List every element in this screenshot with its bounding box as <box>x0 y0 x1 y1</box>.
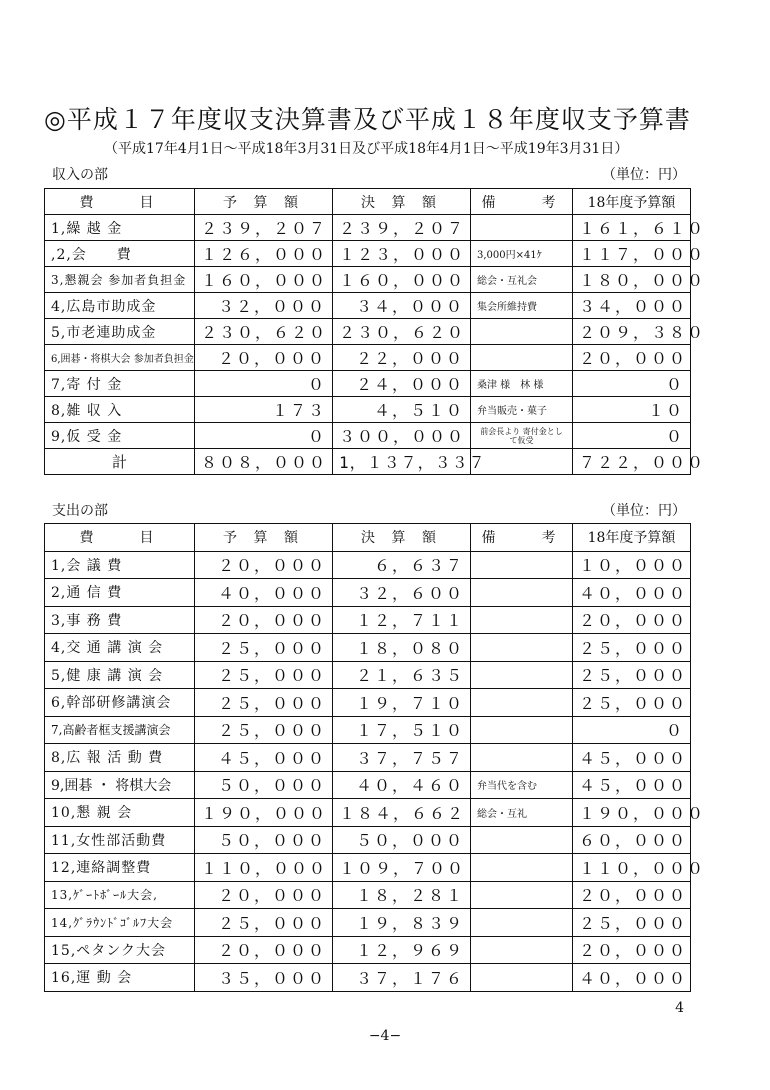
row-actual: ２２，０００ <box>333 345 471 371</box>
row-item: 4,広島市助成金 <box>45 293 195 319</box>
table-row <box>45 267 691 293</box>
row-budget: ８０８，０００ <box>195 449 333 475</box>
header-budget: 予 算 額 <box>195 524 333 552</box>
row-actual: １０９，７００ <box>333 854 471 882</box>
row-note <box>471 716 573 744</box>
row-actual: １８，２８１ <box>333 881 471 909</box>
row-item: 9,仮 受 金 <box>45 423 195 449</box>
row-actual: １９，８３９ <box>333 909 471 937</box>
row-actual: １８４，６６２ <box>333 799 471 827</box>
row-budget: ２５，０００ <box>195 716 333 744</box>
header-note: 備 考 <box>471 189 573 215</box>
row-item: 1,繰 越 金 <box>45 215 195 241</box>
row-next: ２５，０００ <box>573 661 691 689</box>
header-actual: 決 算 額 <box>333 189 471 215</box>
row-item: 2,通 信 費 <box>45 579 195 607</box>
row-next: ２５，０００ <box>573 634 691 662</box>
row-actual: １７，５１０ <box>333 716 471 744</box>
table-row <box>45 716 691 744</box>
table-row <box>45 579 691 607</box>
row-next: １９０，０００ <box>573 799 691 827</box>
row-note <box>471 634 573 662</box>
row-note: 弁当代を含む <box>471 771 573 799</box>
row-note <box>471 319 573 345</box>
row-budget: ２０，０００ <box>195 936 333 964</box>
page-number: 4 <box>675 1000 684 1016</box>
row-actual: ２１，６３５ <box>333 661 471 689</box>
expense-section-label: 支出の部 <box>52 503 108 519</box>
row-budget: １１０，０００ <box>195 854 333 882</box>
row-next: １０ <box>573 397 691 423</box>
row-budget: １２６，０００ <box>195 241 333 267</box>
row-next: １１７，０００ <box>573 241 691 267</box>
row-note <box>471 881 573 909</box>
row-note: 3,000円×41ｹ <box>471 241 573 267</box>
row-item: 計 <box>45 449 195 475</box>
row-item: 12,連絡調整費 <box>45 854 195 882</box>
row-actual: １２，９６９ <box>333 936 471 964</box>
row-item: 9,囲碁 ・ 将棋大会 <box>45 771 195 799</box>
header-next-budget: 18年度予算額 <box>573 524 691 552</box>
row-budget: ２０，０００ <box>195 881 333 909</box>
row-next: ３４，０００ <box>573 293 691 319</box>
row-budget: ２５，０００ <box>195 634 333 662</box>
row-budget: ５０，０００ <box>195 826 333 854</box>
row-budget: ３２，０００ <box>195 293 333 319</box>
row-item: 7,寄 付 金 <box>45 371 195 397</box>
row-item: 3,懇親会 参加者負担金 <box>45 267 195 293</box>
table-row <box>45 771 691 799</box>
row-next: ４０，０００ <box>573 964 691 992</box>
row-actual: ４０，４６０ <box>333 771 471 799</box>
row-note <box>471 854 573 882</box>
row-item: 14,ｸﾞﾗｳﾝﾄﾞｺﾞﾙﾌ大会 <box>45 909 195 937</box>
row-next: １８０，０００ <box>573 267 691 293</box>
row-next: ０ <box>573 423 691 449</box>
table-row <box>45 881 691 909</box>
row-budget: ０ <box>195 371 333 397</box>
row-next: ２０，０００ <box>573 345 691 371</box>
row-note <box>471 579 573 607</box>
row-note <box>471 689 573 717</box>
row-budget: ２０，０００ <box>195 606 333 634</box>
expense-header-row <box>45 524 691 552</box>
table-row <box>45 661 691 689</box>
header-budget: 予 算 額 <box>195 189 333 215</box>
row-item: 6,幹部研修講演会 <box>45 689 195 717</box>
table-row <box>45 215 691 241</box>
row-budget: ４５，０００ <box>195 744 333 772</box>
row-budget: ２３９，２０７ <box>195 215 333 241</box>
table-row <box>45 241 691 267</box>
total-row <box>45 449 691 475</box>
table-row <box>45 551 691 579</box>
row-budget: ３５，０００ <box>195 964 333 992</box>
row-budget: ２５，０００ <box>195 661 333 689</box>
row-next: ２０，０００ <box>573 606 691 634</box>
row-next: ２５，０００ <box>573 689 691 717</box>
row-budget: ２５，０００ <box>195 689 333 717</box>
row-next: ２０９，３８０ <box>573 319 691 345</box>
period-subtitle: （平成17年4月1日〜平成18年3月31日及び平成18年4月1日〜平成19年3月31日） <box>104 141 629 157</box>
row-note <box>471 744 573 772</box>
table-row <box>45 606 691 634</box>
row-budget: １６０，０００ <box>195 267 333 293</box>
row-actual: 1，１３７，３３７ <box>333 449 471 475</box>
expense-table <box>44 523 706 992</box>
row-note <box>471 826 573 854</box>
table-row <box>45 345 691 371</box>
row-actual: １８，０８０ <box>333 634 471 662</box>
row-next: ４５，０００ <box>573 744 691 772</box>
row-item: 7,高齢者框支援講演会 <box>45 716 195 744</box>
row-actual: ３７，１７６ <box>333 964 471 992</box>
row-note <box>471 551 573 579</box>
row-note: 集会所維持費 <box>471 293 573 319</box>
row-next: ２０，０００ <box>573 881 691 909</box>
row-next: ７２２，０００ <box>573 449 691 475</box>
table-row <box>45 371 691 397</box>
row-item: 6,囲碁・将棋大会 参加者負担金 <box>45 345 195 371</box>
row-actual: １２，７１１ <box>333 606 471 634</box>
row-item: 4,交 通 講 演 会 <box>45 634 195 662</box>
row-actual: ４，５１０ <box>333 397 471 423</box>
row-note: 弁当販売・菓子 <box>471 397 573 423</box>
row-budget: ０ <box>195 423 333 449</box>
row-note <box>471 964 573 992</box>
page-footer: −4− <box>368 1028 402 1044</box>
row-next: ０ <box>573 716 691 744</box>
row-actual: ２３０，６２０ <box>333 319 471 345</box>
row-next: １６１，６１０ <box>573 215 691 241</box>
row-item: 11,女性部活動費 <box>45 826 195 854</box>
row-actual: ５０，０００ <box>333 826 471 854</box>
expense-unit-label: （単位：円） <box>602 503 686 519</box>
header-item: 費 目 <box>45 189 195 215</box>
income-unit-label: （単位：円） <box>602 167 686 183</box>
table-row <box>45 936 691 964</box>
row-actual: １６０，０００ <box>333 267 471 293</box>
header-note: 備 考 <box>471 524 573 552</box>
table-row <box>45 964 691 992</box>
row-budget: ４０，０００ <box>195 579 333 607</box>
row-note: 総会・互礼会 <box>471 267 573 293</box>
row-item: 1,会 議 費 <box>45 551 195 579</box>
row-next: ２５，０００ <box>573 909 691 937</box>
row-item: 8,雑 収 入 <box>45 397 195 423</box>
page-title: ◎平成１７年度収支決算書及び平成１８年度収支予算書 <box>44 105 691 134</box>
row-item: 16,運 動 会 <box>45 964 195 992</box>
row-budget: １９０，０００ <box>195 799 333 827</box>
row-budget: ２０，０００ <box>195 551 333 579</box>
table-row <box>45 423 691 449</box>
income-section-label: 収入の部 <box>52 167 108 183</box>
row-budget: ５０，０００ <box>195 771 333 799</box>
table-row <box>45 826 691 854</box>
table-row <box>45 909 691 937</box>
row-actual: １２３，０００ <box>333 241 471 267</box>
row-note <box>471 936 573 964</box>
row-next: １０，０００ <box>573 551 691 579</box>
table-row <box>45 319 691 345</box>
row-budget: １７３ <box>195 397 333 423</box>
income-header-row <box>45 189 691 215</box>
table-row <box>45 293 691 319</box>
row-next: ６０，０００ <box>573 826 691 854</box>
table-row <box>45 689 691 717</box>
row-actual: ３７，７５７ <box>333 744 471 772</box>
row-item: 15,ペタンク大会 <box>45 936 195 964</box>
header-next-budget: 18年度予算額 <box>573 189 691 215</box>
row-item: 10,懇 親 会 <box>45 799 195 827</box>
row-next: ２０，０００ <box>573 936 691 964</box>
row-item: 13,ｹﾞｰﾄﾎﾞｰﾙ大会, <box>45 881 195 909</box>
row-budget: ２３０，６２０ <box>195 319 333 345</box>
table-row <box>45 799 691 827</box>
table-row <box>45 744 691 772</box>
row-actual: ６，６３７ <box>333 551 471 579</box>
row-next: ４５，０００ <box>573 771 691 799</box>
row-note: 桑津 様 林 様 <box>471 371 573 397</box>
row-item: 5,健 康 講 演 会 <box>45 661 195 689</box>
row-note <box>471 661 573 689</box>
row-actual: ２３９，２０７ <box>333 215 471 241</box>
row-budget: ２０，０００ <box>195 345 333 371</box>
row-actual: ２４，０００ <box>333 371 471 397</box>
table-row <box>45 854 691 882</box>
row-actual: ３２，６００ <box>333 579 471 607</box>
row-note <box>471 449 573 475</box>
row-budget: ２５，０００ <box>195 909 333 937</box>
row-note <box>471 215 573 241</box>
row-note: 前会長より 寄付金として仮受 <box>471 423 573 449</box>
row-note <box>471 606 573 634</box>
table-row <box>45 397 691 423</box>
row-actual: ３４，０００ <box>333 293 471 319</box>
row-note: 総会・互礼 <box>471 799 573 827</box>
table-row <box>45 634 691 662</box>
row-item: 3,事 務 費 <box>45 606 195 634</box>
row-note <box>471 345 573 371</box>
header-item: 費 目 <box>45 524 195 552</box>
header-actual: 決 算 額 <box>333 524 471 552</box>
row-item: 5,市老連助成金 <box>45 319 195 345</box>
row-item: 8,広 報 活 動 費 <box>45 744 195 772</box>
row-next: ４０，０００ <box>573 579 691 607</box>
row-actual: ３００，０００ <box>333 423 471 449</box>
row-actual: １９，７１０ <box>333 689 471 717</box>
row-item: ,2,会 費 <box>45 241 195 267</box>
row-next: ０ <box>573 371 691 397</box>
income-table <box>44 188 706 475</box>
row-next: １１０，０００ <box>573 854 691 882</box>
row-note <box>471 909 573 937</box>
